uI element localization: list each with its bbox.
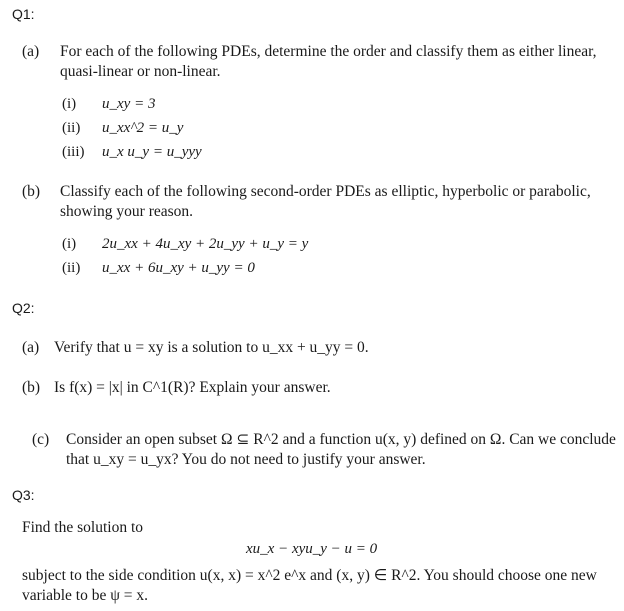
equation: u_x u_y = u_yyy: [102, 144, 202, 160]
q1-part-a-tag: (a): [22, 43, 40, 60]
q2-part-c: [32, 430, 616, 470]
q1-b-item-i: [62, 236, 308, 253]
q1-b-item-ii: [62, 260, 255, 277]
q2-part-a-text: Verify that u = xy is a solution to u_xx + u_yy = 0.: [54, 339, 369, 356]
equation: u_xx^2 = u_y: [102, 120, 184, 136]
q2-part-b-tag: (b): [22, 379, 41, 396]
q1-a-item-i: [62, 96, 155, 113]
item-number: (ii): [62, 120, 81, 136]
q1-part-b-text: Classify each of the following second-order PDEs as elliptic, hyperbolic or parabolic, showing your reason.: [60, 183, 591, 220]
q1-part-a-text: For each of the following PDEs, determine the order and classify them as either linear, quasi-linear or non-linear.: [60, 43, 597, 80]
q3-intro: Find the solution to: [22, 519, 143, 536]
q1-heading: Q1:: [12, 6, 35, 22]
equation: 2u_xx + 4u_xy + 2u_yy + u_y = y: [102, 236, 309, 252]
q2-part-a: [22, 338, 612, 358]
q2-part-b: [22, 378, 612, 398]
item-number: (iii): [62, 144, 85, 160]
q2-part-b-text: Is f(x) = |x| in C^1(R)? Explain your answer.: [54, 379, 331, 396]
q2-part-c-text: Consider an open subset Ω ⊆ R^2 and a function u(x, y) defined on Ω. Can we conclude that u_xy = u_yx? You do not need to justify your answer.: [66, 431, 616, 468]
equation: u_xx + 6u_xy + u_yy = 0: [102, 260, 255, 276]
q1-a-item-iii: [62, 144, 202, 161]
q1-a-item-ii: [62, 120, 183, 137]
q2-heading: Q2:: [12, 300, 35, 316]
item-number: (ii): [62, 260, 81, 276]
q1-part-b: [22, 182, 612, 222]
q3-text: subject to the side condition u(x, x) = x^2 e^x and (x, y) ∈ R^2. You should choose one new variable to be ψ = x.: [22, 567, 597, 604]
item-number: (i): [62, 236, 77, 252]
q1-part-b-tag: (b): [22, 183, 41, 200]
q2-part-a-tag: (a): [22, 339, 40, 356]
q3-equation: xu_x − xyu_y − u = 0: [246, 541, 378, 557]
q1-part-a: [22, 42, 612, 82]
item-number: (i): [62, 96, 77, 112]
q2-part-c-tag: (c): [32, 431, 50, 448]
equation: u_xy = 3: [102, 96, 156, 112]
q3-heading: Q3:: [12, 487, 35, 503]
